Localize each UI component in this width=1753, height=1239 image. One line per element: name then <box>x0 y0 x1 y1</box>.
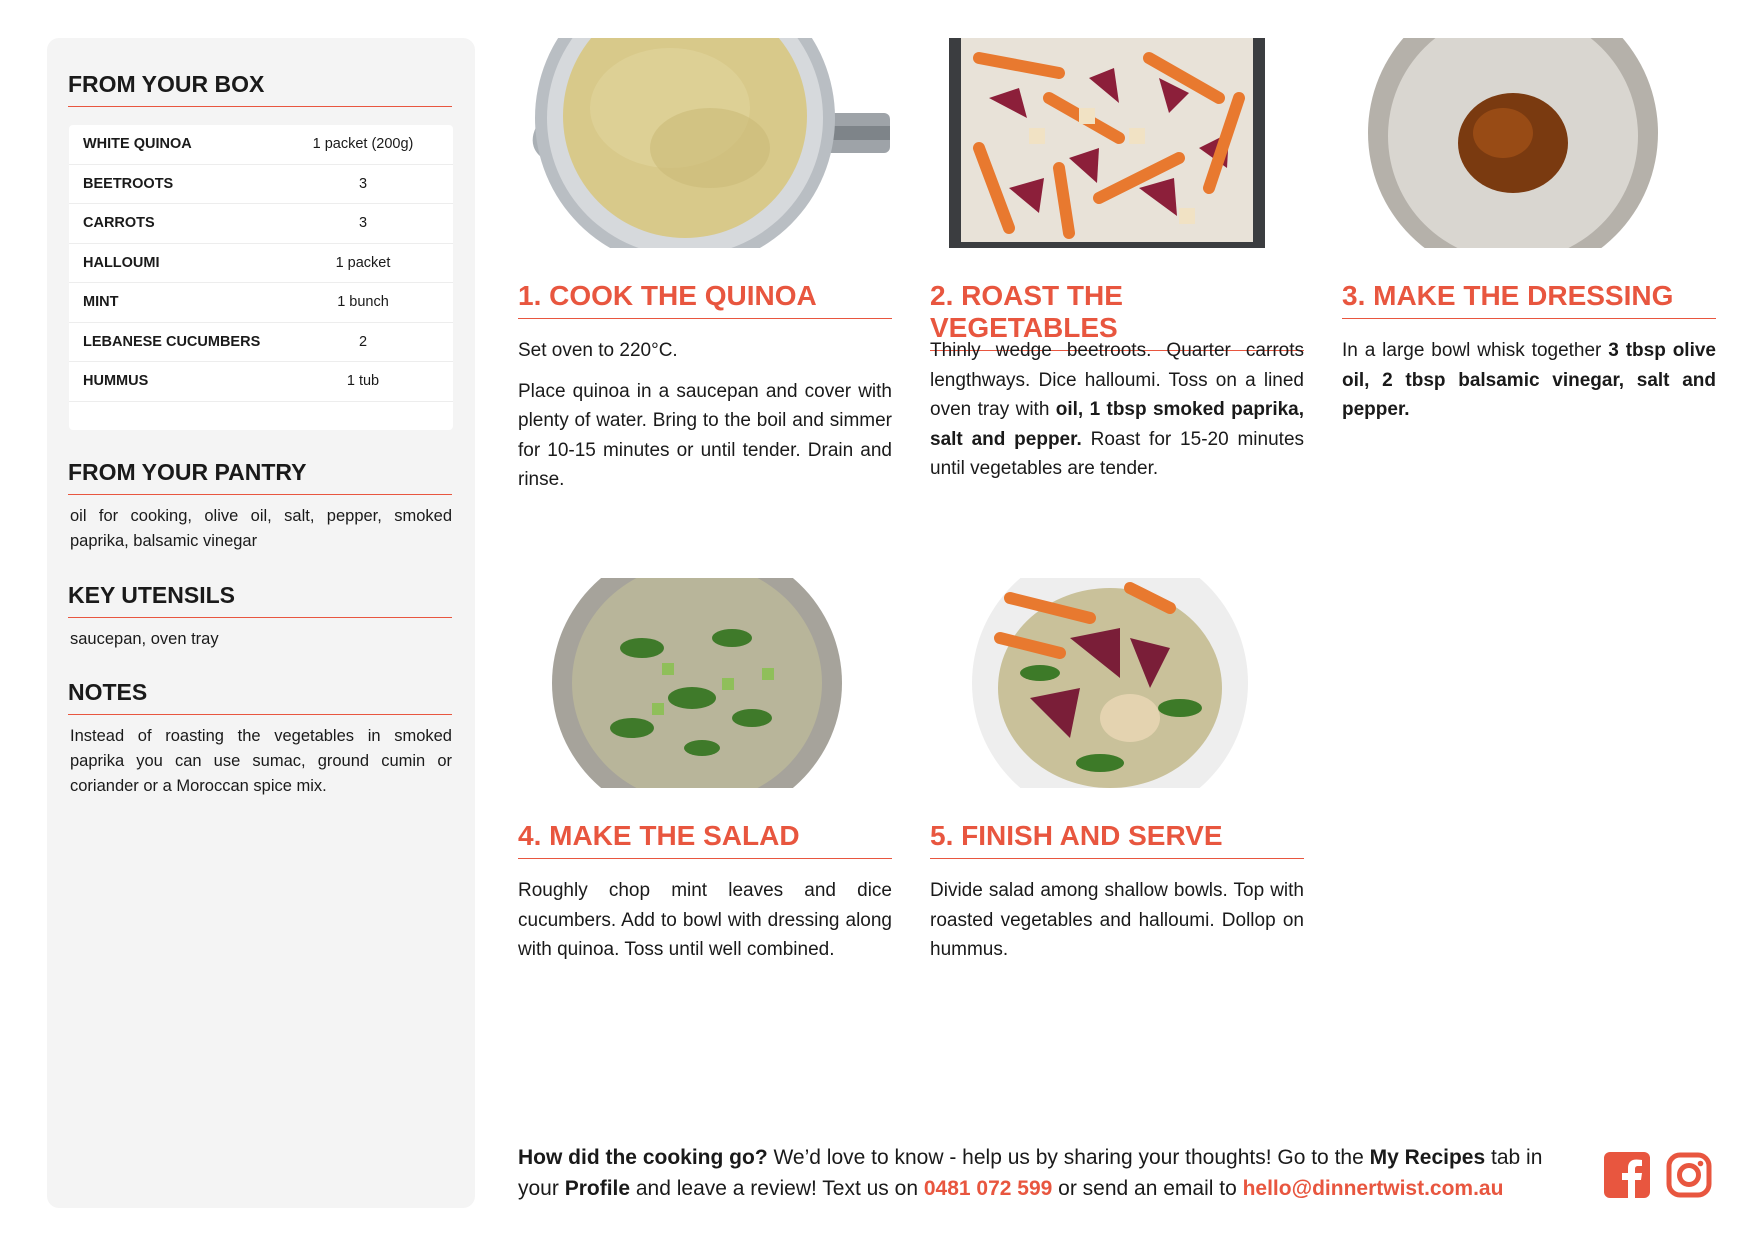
step-2-text-a: Thinly wedge beetroots. Quarter carrots lengthways. Dice halloumi. Toss on a lined oven tray with <box>930 340 1304 420</box>
feedback-text-4: or send an email to <box>1052 1177 1243 1200</box>
ingredient-name: MINT <box>83 294 119 311</box>
from-your-box-title: FROM YOUR BOX <box>68 71 452 107</box>
step-1-para-2: Place quinoa in a saucepan and cover with plenty of water. Bring to the boil and simmer for 10-15 minutes or until tender. Drain and rinse. <box>518 380 892 490</box>
table-row <box>69 283 453 323</box>
step-2-title: 2. ROAST THE VEGETABLES <box>930 280 1304 351</box>
ingredient-qty: 1 packet <box>335 254 391 271</box>
pantry-text: oil for cooking, olive oil, salt, pepper, smoked paprika, balsamic vinegar <box>70 507 452 550</box>
step-3-text <box>1342 336 1716 436</box>
ingredient-qty: 2 <box>358 333 368 350</box>
roast-tray-image <box>949 38 1265 248</box>
feedback-question: How did the cooking go? <box>518 1146 768 1169</box>
table-row <box>69 204 453 244</box>
step-4-text <box>518 876 892 976</box>
step-2-text-bold: oil, 1 tbsp smoked paprika, salt and pepper. <box>930 399 1305 450</box>
step-2-text <box>930 336 1304 495</box>
step-5-para-1: Divide salad among shallow bowls. Top with roasted vegetables and halloumi. Dollop on hummus. <box>930 880 1304 960</box>
key-utensils-title: KEY UTENSILS <box>68 582 452 618</box>
step-3-text-a: In a large bowl whisk together <box>1342 340 1609 361</box>
step-1-title: 1. COOK THE QUINOA <box>518 280 892 319</box>
step-4-title: 4. MAKE THE SALAD <box>518 820 892 859</box>
profile-label: Profile <box>564 1177 631 1200</box>
feedback-text-2: tab in your <box>518 1146 1543 1200</box>
notes-title: NOTES <box>68 679 452 715</box>
step-1-para-1: Set oven to 220°C. <box>518 340 678 361</box>
ingredient-qty: 3 <box>358 215 368 232</box>
ingredient-qty: 1 tub <box>346 373 380 390</box>
ingredient-qty: 3 <box>358 175 368 192</box>
step-2-text-c: Roast for 15-20 minutes until vegetables are tender. <box>930 428 1305 479</box>
my-recipes-label: My Recipes <box>1369 1146 1486 1169</box>
ingredients-table <box>69 125 453 430</box>
salad-bowl-image <box>552 578 842 788</box>
finished-dish-image <box>970 578 1250 788</box>
facebook-icon[interactable] <box>1604 1152 1650 1198</box>
feedback-text-3: and leave a review! Text us on <box>630 1177 924 1200</box>
step-4-para-1: Roughly chop mint leaves and dice cucumbers. Add to bowl with dressing along with quinoa. Toss until well combined. <box>518 880 892 960</box>
phone-link[interactable]: 0481 072 599 <box>923 1177 1053 1200</box>
table-row <box>69 362 453 402</box>
quinoa-saucepan-image <box>520 38 890 248</box>
instagram-icon[interactable] <box>1666 1152 1712 1198</box>
ingredient-name: BEETROOTS <box>83 175 174 192</box>
ingredient-name: HUMMUS <box>83 373 149 390</box>
utensils-text: saucepan, oven tray <box>70 630 219 648</box>
ingredient-name: WHITE QUINOA <box>83 136 192 153</box>
table-row <box>69 323 453 363</box>
step-5-title: 5. FINISH AND SERVE <box>930 820 1304 859</box>
ingredient-name: HALLOUMI <box>83 254 160 271</box>
table-row <box>69 125 453 165</box>
feedback-message <box>518 1142 1578 1204</box>
ingredient-qty: 1 bunch <box>337 294 389 311</box>
notes-text: Instead of roasting the vegetables in smoked paprika you can use sumac, ground cumin or coriander or a Moroccan spice mix. <box>70 727 452 795</box>
email-link[interactable]: hello@dinnertwist.com.au <box>1242 1177 1504 1200</box>
ingredients-sidebar <box>47 38 475 1208</box>
step-3-text-bold: 3 tbsp olive oil, 2 tbsp balsamic vinegar, salt and pepper. <box>1342 340 1717 420</box>
step-5-text <box>930 876 1304 976</box>
step-3-title: 3. MAKE THE DRESSING <box>1342 280 1716 319</box>
feedback-text-1: We’d love to know - help us by sharing your thoughts! Go to the <box>767 1146 1370 1169</box>
ingredient-name: LEBANESE CUCUMBERS <box>83 333 261 350</box>
ingredient-qty: 1 packet (200g) <box>312 136 414 153</box>
from-your-pantry-title: FROM YOUR PANTRY <box>68 459 452 495</box>
step-1-text <box>518 336 892 506</box>
ingredient-name: CARROTS <box>83 215 155 232</box>
dressing-bowl-image <box>1368 38 1658 248</box>
table-row <box>69 244 453 284</box>
table-row <box>69 165 453 205</box>
